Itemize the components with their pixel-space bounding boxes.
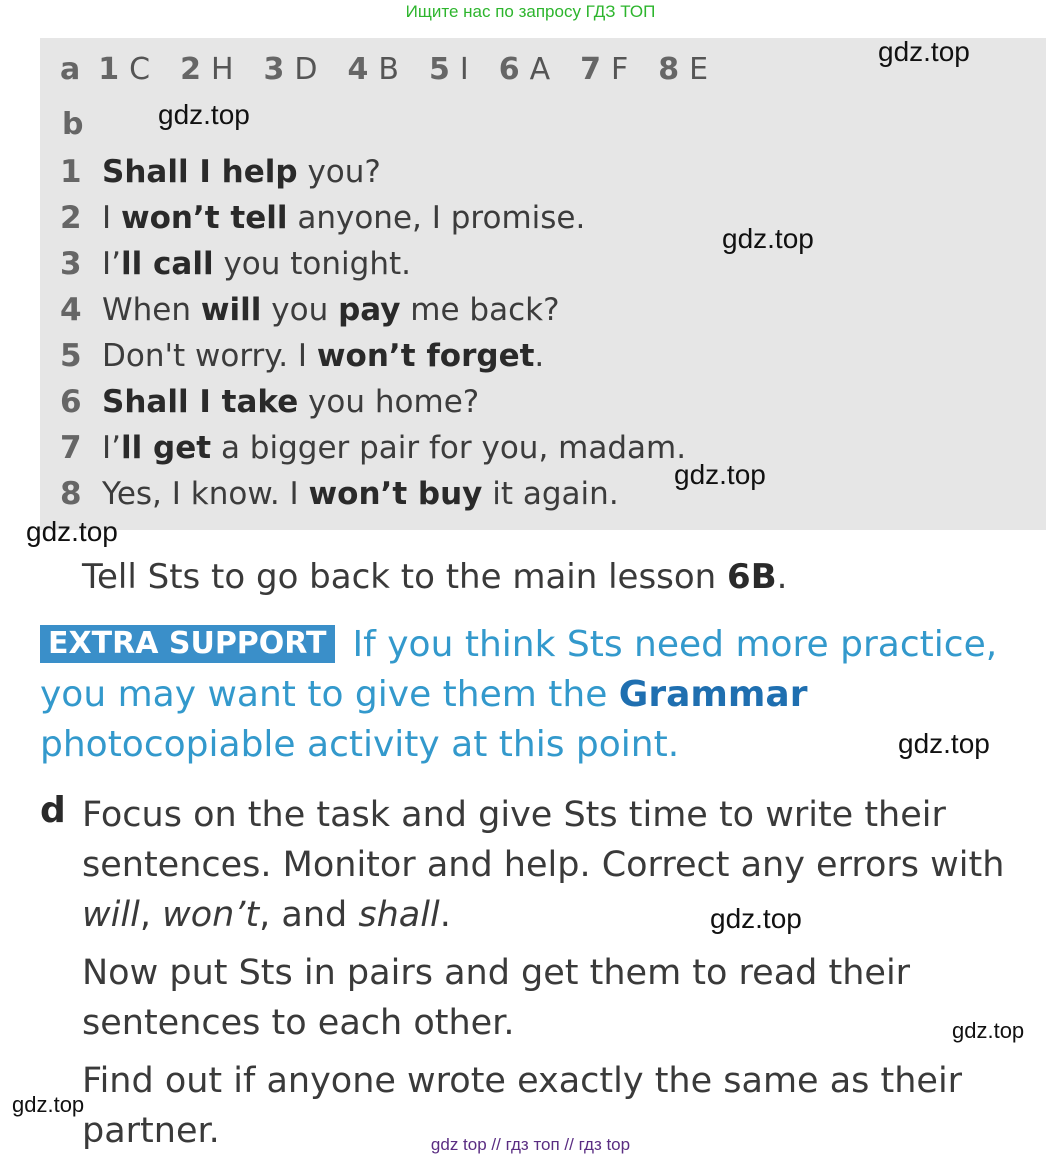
key-a-pair: 7 F [580,52,629,87]
watermark: gdz.top [710,903,802,934]
extra-support-badge: EXTRA SUPPORT [40,625,335,663]
answer-list [60,150,686,518]
extra-support-note: EXTRA SUPPORT If you think Sts need more practice, you may want to give them the Grammar photocopiable activity at this point. [40,624,998,765]
answer-item: 6 Shall I take you home? [60,384,480,420]
section-d-text [82,790,1052,1164]
section-d-paragraph: Focus on the task and give Sts time to write their sentences. Monitor and help. Correct any errors with will, won’t, and shall. [82,795,1005,935]
section-d-paragraph: Find out if anyone wrote exactly the same as their partner. [82,1061,963,1151]
key-a-row [60,52,738,87]
watermark: gdz.top [158,99,250,130]
footer-links[interactable]: gdz top // гдз топ // гдз top [430,1135,631,1154]
watermark: gdz.top [674,459,766,490]
key-a-pair: 3 D [263,52,318,87]
answer-item: 8 Yes, I know. I won’t buy it again. [60,476,619,512]
answer-item: 4 When will you pay me back? [60,292,560,328]
watermark: gdz.top [878,36,970,67]
top-banner[interactable]: Ищите нас по запросу ГДЗ ТОП [405,2,656,21]
tell-paragraph: Tell Sts to go back to the main lesson 6B. [82,557,788,597]
answer-item: 5 Don't worry. I won’t forget. [60,338,545,374]
watermark: gdz.top [26,516,118,547]
section-d-paragraph: Now put Sts in pairs and get them to read their sentences to each other. [82,953,911,1043]
watermark: gdz.top [12,1092,85,1117]
key-a-pair: 6 A [498,52,551,87]
section-d-label: d [40,790,66,831]
key-b-label: b [62,107,84,142]
key-a-label: a [60,52,81,87]
watermark: gdz.top [898,728,990,759]
key-a-pair: 8 E [658,52,709,87]
answer-item: 7 I’ll get a bigger pair for you, madam. [60,430,687,466]
key-a-pair: 5 I [428,52,469,87]
key-a-pair: 4 B [347,52,399,87]
answer-item: 2 I won’t tell anyone, I promise. [60,200,586,236]
watermark: gdz.top [952,1018,1025,1043]
key-a-pair: 1 C [98,52,151,87]
watermark: gdz.top [722,223,814,254]
key-a-pair: 2 H [180,52,234,87]
answer-item: 3 I’ll call you tonight. [60,246,411,282]
answer-item: 1 Shall I help you? [60,154,381,190]
